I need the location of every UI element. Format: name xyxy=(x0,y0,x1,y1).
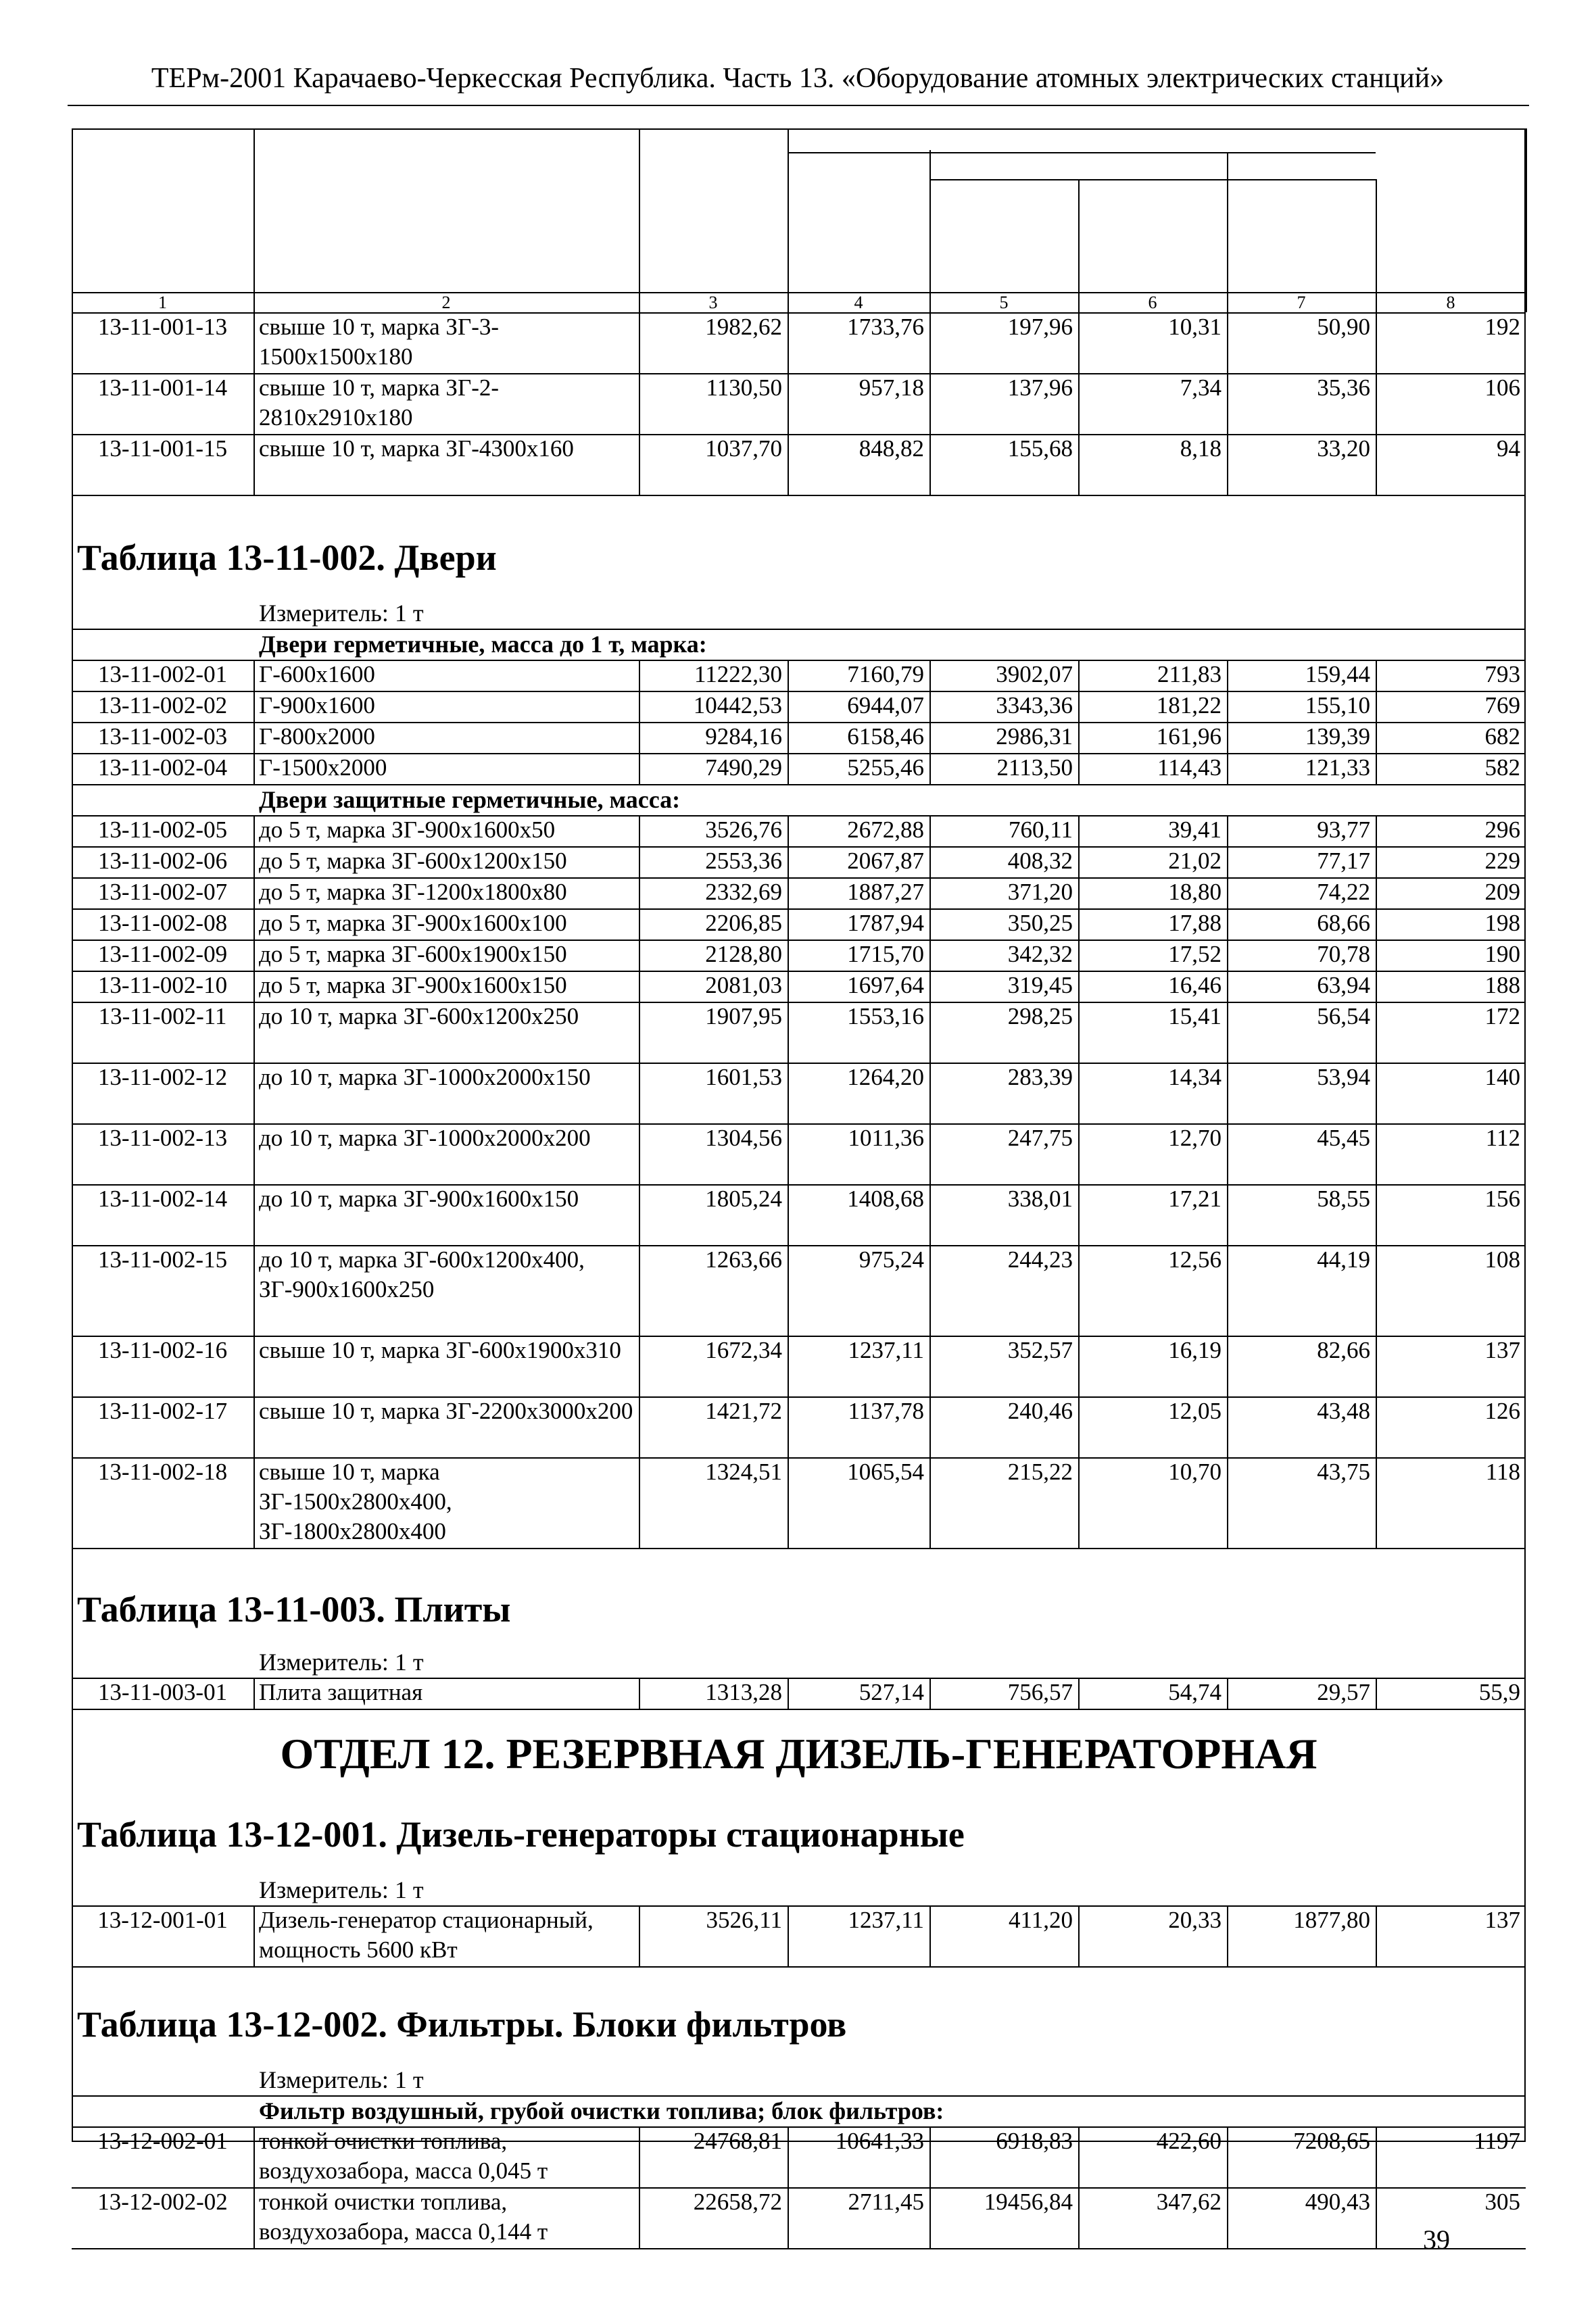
row-labor: 682 xyxy=(1484,723,1520,750)
row-machinist: 17,88 xyxy=(1168,910,1222,936)
row-machinist: 16,46 xyxy=(1168,972,1222,998)
row-direct: 9284,16 xyxy=(705,723,782,750)
row-machinist: 114,43 xyxy=(1157,754,1222,781)
row-labor: 229 xyxy=(1484,848,1520,874)
row-direct: 1313,28 xyxy=(705,1679,782,1705)
row-labor-pay: 1264,20 xyxy=(847,1064,924,1090)
row-code: 13-11-002-17 xyxy=(97,1398,228,1424)
row-name: до 5 т, марка ЗГ-900х1600х100 xyxy=(259,910,567,936)
row-machinist: 20,33 xyxy=(1168,1907,1222,1933)
row-machinist: 347,62 xyxy=(1156,2189,1222,2215)
row-machinist: 17,21 xyxy=(1168,1186,1222,1212)
row-code: 13-11-002-07 xyxy=(97,879,228,905)
row-code: 13-11-001-14 xyxy=(97,374,228,401)
row-materials: 77,17 xyxy=(1317,848,1370,874)
grid-vline xyxy=(253,1457,255,1548)
grid-vline xyxy=(253,877,255,908)
row-materials: 490,43 xyxy=(1305,2189,1370,2215)
row-code: 13-11-002-04 xyxy=(97,754,228,781)
header-rule xyxy=(68,105,1529,106)
row-labor-pay: 6158,46 xyxy=(847,723,924,750)
row-name: свыше 10 т, марка ЗГ-600х1900х310 xyxy=(259,1337,621,1363)
row-machinist: 10,31 xyxy=(1168,314,1222,340)
measure-13-11-003: Измеритель: 1 т xyxy=(259,1649,424,1676)
row-labor-pay: 1697,64 xyxy=(847,972,924,998)
row-labor-pay: 1408,68 xyxy=(847,1186,924,1212)
row-name: Плита защитная xyxy=(259,1679,423,1705)
column-number: 4 xyxy=(854,293,863,312)
row-machines: 244,23 xyxy=(1007,1246,1073,1273)
row-materials: 1877,80 xyxy=(1293,1907,1370,1933)
group-doors-protective: Двери защитные герметичные, масса: xyxy=(259,786,681,813)
grid-vline xyxy=(929,150,931,312)
row-materials: 70,78 xyxy=(1317,941,1370,967)
row-machinist: 181,22 xyxy=(1156,692,1222,718)
column-number: 6 xyxy=(1148,293,1157,312)
row-machines: 2113,50 xyxy=(996,754,1073,781)
grid-vline xyxy=(253,815,255,846)
row-materials: 93,77 xyxy=(1317,817,1370,843)
row-materials: 53,94 xyxy=(1317,1064,1370,1090)
grid-vline xyxy=(253,2187,255,2248)
column-number: 3 xyxy=(708,293,718,312)
row-machines: 3343,36 xyxy=(996,692,1073,718)
row-labor-pay: 1065,54 xyxy=(847,1459,924,1485)
row-labor: 137 xyxy=(1484,1907,1520,1933)
row-labor-pay: 7160,79 xyxy=(847,661,924,687)
row-labor: 106 xyxy=(1484,374,1520,401)
grid-vline xyxy=(253,660,255,691)
row-materials: 82,66 xyxy=(1317,1337,1370,1363)
row-name: Г-600х1600 xyxy=(259,661,375,687)
row-materials: 63,94 xyxy=(1317,972,1370,998)
row-code: 13-11-001-15 xyxy=(97,435,228,462)
row-machines: 2986,31 xyxy=(996,723,1073,750)
group-filters: Фильтр воздушный, грубой очистки топлива; блок фильтров: xyxy=(259,2097,944,2124)
row-machines: 319,45 xyxy=(1007,972,1073,998)
grid-vline xyxy=(253,1184,255,1245)
row-machines: 408,32 xyxy=(1007,848,1073,874)
row-machinist: 14,34 xyxy=(1168,1064,1222,1090)
row-direct: 1982,62 xyxy=(705,314,782,340)
row-machines: 215,22 xyxy=(1007,1459,1073,1485)
row-direct: 3526,11 xyxy=(706,1907,782,1933)
row-machines: 760,11 xyxy=(1009,817,1073,843)
row-name: до 5 т, марка ЗГ-600х1900х150 xyxy=(259,941,567,967)
row-materials: 121,33 xyxy=(1305,754,1370,781)
grid-vline xyxy=(253,691,255,722)
row-direct: 24768,81 xyxy=(693,2128,782,2154)
row-direct: 1907,95 xyxy=(705,1003,782,1029)
grid-vline xyxy=(253,2126,255,2187)
row-labor: 209 xyxy=(1484,879,1520,905)
grid-vline xyxy=(253,1396,255,1457)
row-code: 13-11-002-13 xyxy=(97,1125,228,1151)
row-direct: 2128,80 xyxy=(705,941,782,967)
row-labor: 198 xyxy=(1484,910,1520,936)
grid-vline xyxy=(253,722,255,753)
row-machines: 247,75 xyxy=(1007,1125,1073,1151)
column-number: 5 xyxy=(999,293,1009,312)
row-materials: 7208,65 xyxy=(1293,2128,1370,2154)
row-labor-pay: 527,14 xyxy=(859,1679,924,1705)
row-machines: 155,68 xyxy=(1007,435,1073,462)
grid-vline xyxy=(253,373,255,434)
row-direct: 22658,72 xyxy=(693,2189,782,2215)
row-code: 13-12-002-02 xyxy=(97,2189,228,2215)
row-code: 13-11-002-15 xyxy=(97,1246,228,1273)
row-name: до 5 т, марка ЗГ-900х1600х50 xyxy=(259,817,556,843)
row-machinist: 8,18 xyxy=(1180,435,1222,462)
row-code: 13-11-002-16 xyxy=(97,1337,228,1363)
row-name: до 5 т, марка ЗГ-900х1600х150 xyxy=(259,972,567,998)
row-labor-pay: 1787,94 xyxy=(847,910,924,936)
grid-hline xyxy=(72,495,1526,496)
row-direct: 1805,24 xyxy=(705,1186,782,1212)
row-labor: 108 xyxy=(1484,1246,1520,1273)
row-name: свыше 10 т, марка ЗГ-4300х160 xyxy=(259,435,574,462)
row-name: до 10 т, марка ЗГ-1000х2000х200 xyxy=(259,1125,591,1151)
row-labor-pay: 1011,36 xyxy=(848,1125,924,1151)
row-name: свыше 10 т, марка ЗГ-2200х3000х200 xyxy=(259,1398,633,1424)
grid-hline xyxy=(72,1966,1526,1968)
row-materials: 33,20 xyxy=(1317,435,1370,462)
row-labor: 192 xyxy=(1484,314,1520,340)
row-labor: 582 xyxy=(1484,754,1520,781)
row-code: 13-11-002-12 xyxy=(97,1064,228,1090)
grid-vline xyxy=(253,1336,255,1396)
row-machinist: 54,74 xyxy=(1168,1679,1222,1705)
row-labor-pay: 975,24 xyxy=(859,1246,924,1273)
grid-hline xyxy=(72,2248,1526,2249)
row-machines: 338,01 xyxy=(1007,1186,1073,1212)
row-direct: 11222,30 xyxy=(694,661,782,687)
row-name: Г-1500х2000 xyxy=(259,754,387,781)
row-labor-pay: 1237,11 xyxy=(848,1337,924,1363)
row-machinist: 16,19 xyxy=(1168,1337,1222,1363)
row-code: 13-11-001-13 xyxy=(97,314,228,340)
row-machines: 197,96 xyxy=(1007,314,1073,340)
row-materials: 35,36 xyxy=(1317,374,1370,401)
row-direct: 1421,72 xyxy=(705,1398,782,1424)
column-number: 2 xyxy=(441,293,451,312)
row-name: до 10 т, марка ЗГ-900х1600х150 xyxy=(259,1186,579,1212)
row-labor-pay: 1715,70 xyxy=(847,941,924,967)
grid-vline xyxy=(253,1905,255,1966)
row-materials: 43,75 xyxy=(1317,1459,1370,1485)
row-direct: 10442,53 xyxy=(693,692,782,718)
row-name: до 10 т, марка ЗГ-600х1200х400, ЗГ-900х1600х250 xyxy=(259,1246,585,1302)
row-machines: 283,39 xyxy=(1007,1064,1073,1090)
row-machines: 3902,07 xyxy=(996,661,1073,687)
row-labor-pay: 6944,07 xyxy=(847,692,924,718)
row-machinist: 12,56 xyxy=(1168,1246,1222,1273)
row-labor-pay: 2067,87 xyxy=(847,848,924,874)
row-machines: 137,96 xyxy=(1007,374,1073,401)
grid-vline xyxy=(253,312,255,373)
row-materials: 58,55 xyxy=(1317,1186,1370,1212)
row-labor-pay: 5255,46 xyxy=(847,754,924,781)
row-labor: 126 xyxy=(1484,1398,1520,1424)
column-number: 7 xyxy=(1297,293,1306,312)
row-labor-pay: 1237,11 xyxy=(848,1907,924,1933)
row-code: 13-11-002-03 xyxy=(97,723,228,750)
column-number: 1 xyxy=(158,293,167,312)
row-materials: 155,10 xyxy=(1305,692,1370,718)
row-name: до 5 т, марка ЗГ-600х1200х150 xyxy=(259,848,567,874)
row-labor: 156 xyxy=(1484,1186,1520,1212)
row-labor-pay: 1137,78 xyxy=(848,1398,924,1424)
grid-vline xyxy=(253,1245,255,1336)
row-labor-pay: 2711,45 xyxy=(848,2189,924,2215)
row-code: 13-11-002-10 xyxy=(97,972,228,998)
row-machinist: 21,02 xyxy=(1168,848,1222,874)
row-direct: 1324,51 xyxy=(705,1459,782,1485)
row-machines: 756,57 xyxy=(1007,1679,1073,1705)
grid-vline xyxy=(253,908,255,940)
row-machinist: 17,52 xyxy=(1168,941,1222,967)
row-machines: 19456,84 xyxy=(984,2189,1073,2215)
grid-vline xyxy=(1227,152,1228,179)
grid-vline xyxy=(253,971,255,1002)
page-number: 39 xyxy=(1423,2224,1450,2255)
row-code: 13-11-002-08 xyxy=(97,910,228,936)
row-labor: 769 xyxy=(1484,692,1520,718)
row-name: свыше 10 т, марка ЗГ-3-1500х1500х180 xyxy=(259,314,500,370)
table-title-13-11-002: Таблица 13-11-002. Двери xyxy=(77,537,497,578)
row-labor-pay: 10641,33 xyxy=(835,2128,924,2154)
row-direct: 3526,76 xyxy=(705,817,782,843)
row-code: 13-11-002-18 xyxy=(97,1459,228,1485)
row-labor: 55,9 xyxy=(1478,1679,1520,1705)
row-code: 13-11-002-01 xyxy=(97,661,228,687)
row-machinist: 12,05 xyxy=(1168,1398,1222,1424)
table-title-13-12-002: Таблица 13-12-002. Фильтры. Блоки фильтров xyxy=(77,2004,847,2045)
row-materials: 29,57 xyxy=(1317,1679,1370,1705)
row-code: 13-11-002-11 xyxy=(98,1003,227,1029)
row-machines: 350,25 xyxy=(1007,910,1073,936)
grid-vline xyxy=(253,1123,255,1184)
row-machines: 411,20 xyxy=(1009,1907,1073,1933)
row-labor: 296 xyxy=(1484,817,1520,843)
row-materials: 56,54 xyxy=(1317,1003,1370,1029)
row-code: 13-11-002-09 xyxy=(97,941,228,967)
row-labor-pay: 957,18 xyxy=(859,374,924,401)
row-name: до 5 т, марка ЗГ-1200х1800х80 xyxy=(259,879,567,905)
row-machinist: 211,83 xyxy=(1157,661,1222,687)
row-materials: 44,19 xyxy=(1317,1246,1370,1273)
row-direct: 2206,85 xyxy=(705,910,782,936)
grid-hline xyxy=(72,1709,1526,1710)
row-code: 13-12-002-01 xyxy=(97,2128,228,2154)
row-name: Г-800х2000 xyxy=(259,723,375,750)
row-direct: 1601,53 xyxy=(705,1064,782,1090)
row-materials: 139,39 xyxy=(1305,723,1370,750)
row-labor-pay: 1887,27 xyxy=(847,879,924,905)
grid-vline xyxy=(253,1063,255,1123)
row-code: 13-11-002-05 xyxy=(97,817,228,843)
row-direct: 1263,66 xyxy=(705,1246,782,1273)
row-labor-pay: 2672,88 xyxy=(847,817,924,843)
row-name: свыше 10 т, марка ЗГ-1500х2800х400, ЗГ-1800х2800х400 xyxy=(259,1459,452,1544)
grid-vline xyxy=(788,128,789,312)
row-labor: 188 xyxy=(1484,972,1520,998)
row-machinist: 18,80 xyxy=(1168,879,1222,905)
row-labor: 793 xyxy=(1484,661,1520,687)
row-machines: 371,20 xyxy=(1007,879,1073,905)
row-name: свыше 10 т, марка ЗГ-2-2810х2910х180 xyxy=(259,374,500,431)
row-materials: 74,22 xyxy=(1317,879,1370,905)
group-doors-hermetic: Двери герметичные, масса до 1 т, марка: xyxy=(259,631,707,658)
row-machinist: 7,34 xyxy=(1180,374,1222,401)
row-code: 13-11-002-06 xyxy=(97,848,228,874)
row-machinist: 39,41 xyxy=(1168,817,1222,843)
row-labor-pay: 848,82 xyxy=(859,435,924,462)
grid-vline xyxy=(253,1678,255,1709)
row-name: до 10 т, марка ЗГ-600х1200х250 xyxy=(259,1003,579,1029)
row-materials: 50,90 xyxy=(1317,314,1370,340)
row-machinist: 10,70 xyxy=(1168,1459,1222,1485)
row-labor-pay: 1733,76 xyxy=(847,314,924,340)
row-materials: 68,66 xyxy=(1317,910,1370,936)
measure-13-11-002: Измеритель: 1 т xyxy=(259,600,424,627)
row-labor: 112 xyxy=(1485,1125,1520,1151)
row-machines: 240,46 xyxy=(1007,1398,1073,1424)
row-direct: 2332,69 xyxy=(705,879,782,905)
row-direct: 1037,70 xyxy=(705,435,782,462)
row-code: 13-11-002-02 xyxy=(97,692,228,718)
row-direct: 7490,29 xyxy=(705,754,782,781)
row-machines: 352,57 xyxy=(1007,1337,1073,1363)
row-labor: 137 xyxy=(1484,1337,1520,1363)
row-machines: 342,32 xyxy=(1007,941,1073,967)
row-direct: 1130,50 xyxy=(706,374,782,401)
row-labor: 94 xyxy=(1497,435,1520,462)
grid-vline xyxy=(253,846,255,877)
grid-hline xyxy=(72,1548,1526,1549)
measure-13-12-002: Измеритель: 1 т xyxy=(259,2066,424,2093)
row-machinist: 12,70 xyxy=(1168,1125,1222,1151)
page-header: ТЕРм-2001 Карачаево-Черкесская Республика. Часть 13. «Оборудование атомных электрических станций» xyxy=(151,63,1445,94)
row-code: 13-12-001-01 xyxy=(97,1907,228,1933)
table-title-13-12-001: Таблица 13-12-001. Дизель-генераторы стационарные xyxy=(77,1814,965,1855)
row-machinist: 161,96 xyxy=(1156,723,1222,750)
row-labor: 190 xyxy=(1484,941,1520,967)
section-title: ОТДЕЛ 12. РЕЗЕРВНАЯ ДИЗЕЛЬ-ГЕНЕРАТОРНАЯ xyxy=(280,1730,1317,1778)
row-materials: 159,44 xyxy=(1305,661,1370,687)
row-machinist: 15,41 xyxy=(1168,1003,1222,1029)
row-machines: 6918,83 xyxy=(996,2128,1073,2154)
row-code: 13-11-003-01 xyxy=(97,1679,228,1705)
grid-vline xyxy=(253,753,255,784)
measure-13-12-001: Измеритель: 1 т xyxy=(259,1876,424,1903)
row-direct: 2553,36 xyxy=(705,848,782,874)
row-labor-pay: 1553,16 xyxy=(847,1003,924,1029)
grid-vline xyxy=(639,128,640,312)
row-name: Г-900х1600 xyxy=(259,692,375,718)
column-number: 8 xyxy=(1446,293,1455,312)
row-labor: 172 xyxy=(1484,1003,1520,1029)
row-direct: 2081,03 xyxy=(705,972,782,998)
row-name: Дизель-генератор стационарный, мощность 5600 кВт xyxy=(259,1907,594,1963)
row-labor: 140 xyxy=(1484,1064,1520,1090)
grid-vline xyxy=(1526,128,1527,312)
row-machines: 298,25 xyxy=(1007,1003,1073,1029)
grid-vline xyxy=(253,940,255,971)
row-labor: 305 xyxy=(1484,2189,1520,2215)
grid-hline xyxy=(788,152,1376,153)
grid-hline xyxy=(929,179,1376,180)
grid-vline xyxy=(253,1002,255,1063)
row-machinist: 422,60 xyxy=(1156,2128,1222,2154)
row-labor: 118 xyxy=(1485,1459,1520,1485)
grid-vline xyxy=(253,434,255,495)
row-direct: 1672,34 xyxy=(705,1337,782,1363)
table-title-13-11-003: Таблица 13-11-003. Плиты xyxy=(77,1589,511,1630)
row-name: тонкой очистки топлива, воздухозабора, масса 0,045 т xyxy=(259,2128,548,2184)
row-materials: 45,45 xyxy=(1317,1125,1370,1151)
row-code: 13-11-002-14 xyxy=(97,1186,228,1212)
row-labor: 1197 xyxy=(1474,2128,1520,2154)
row-name: тонкой очистки топлива, воздухозабора, масса 0,144 т xyxy=(259,2189,548,2245)
grid-vline xyxy=(253,128,255,312)
row-direct: 1304,56 xyxy=(705,1125,782,1151)
row-materials: 43,48 xyxy=(1317,1398,1370,1424)
row-name: до 10 т, марка ЗГ-1000х2000х150 xyxy=(259,1064,591,1090)
